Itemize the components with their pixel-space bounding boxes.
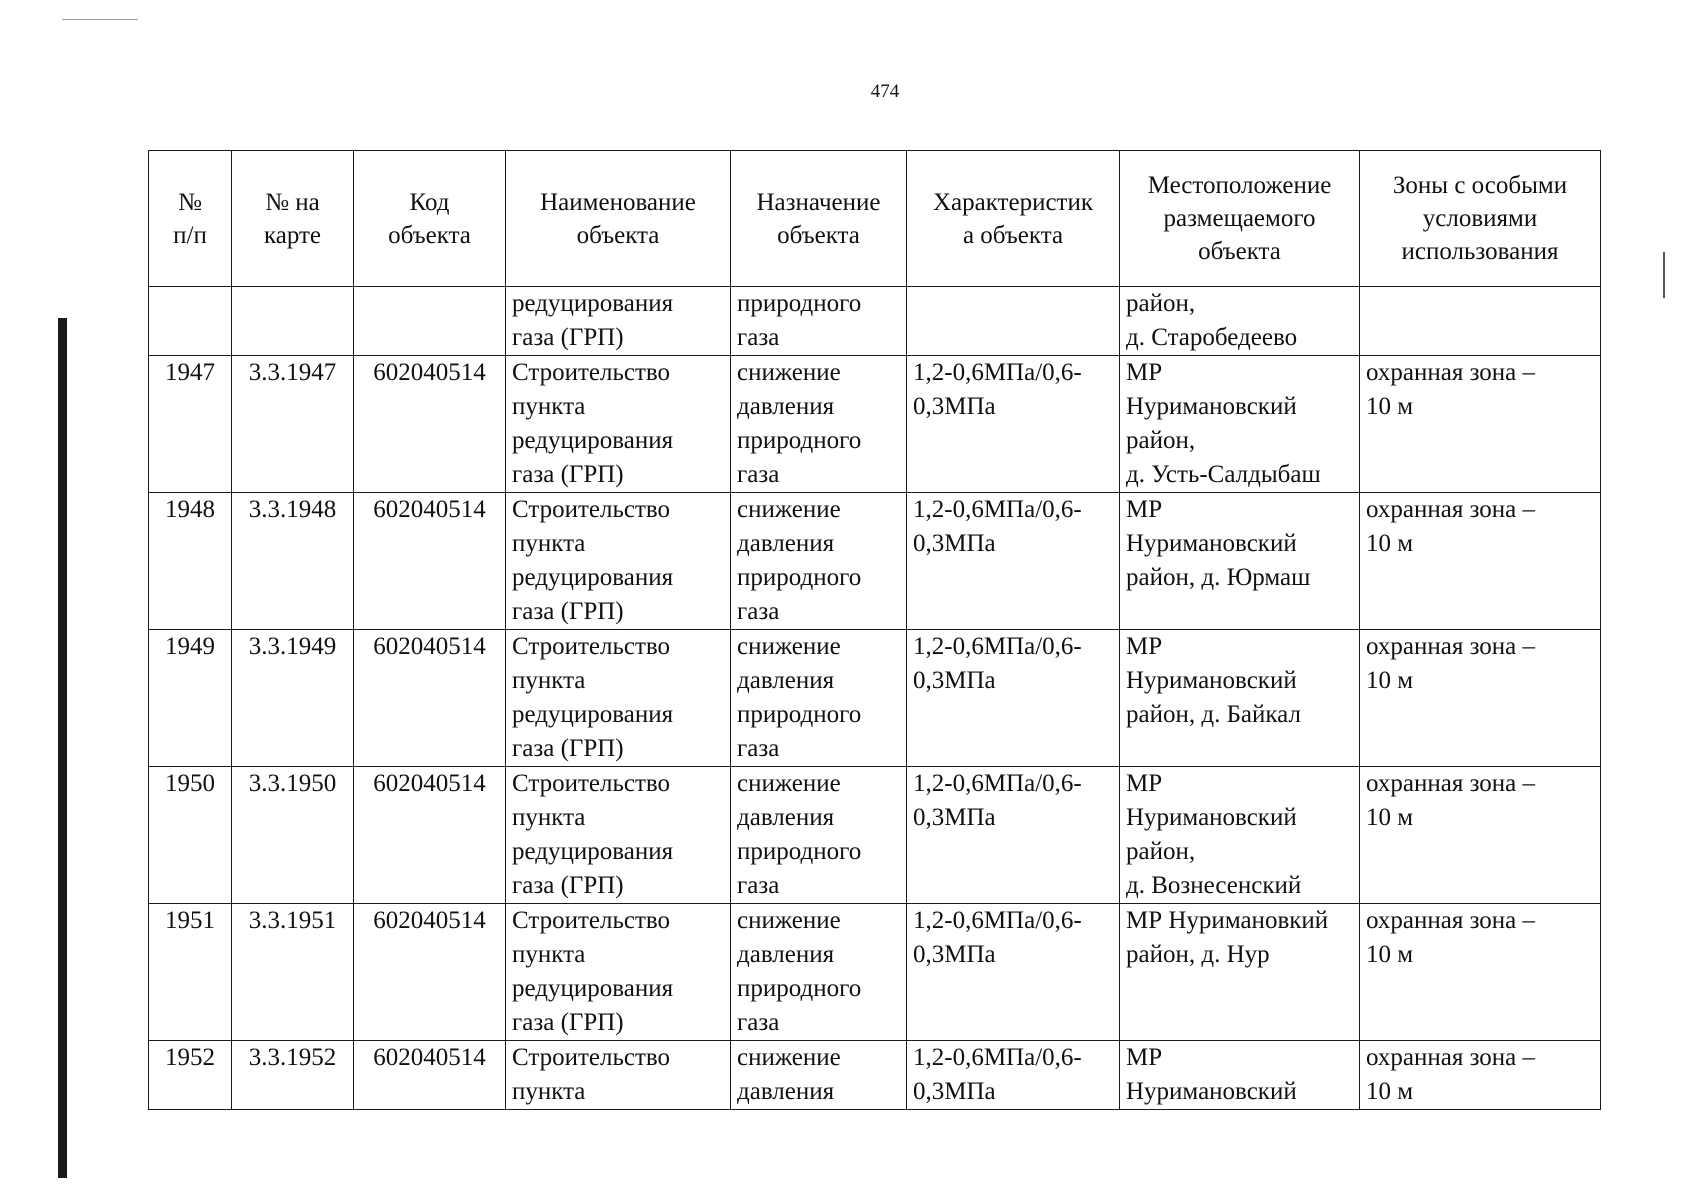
cell-object-code: 602040514 xyxy=(354,767,506,904)
objects-table xyxy=(148,150,1601,1110)
cell-object-purpose: снижение давления природного газа xyxy=(731,904,907,1041)
cell-num: 1952 xyxy=(149,1041,232,1110)
cell-object-location: МР Нуримановкий район, д. Нур xyxy=(1120,904,1360,1041)
cell-object-characteristics xyxy=(907,287,1120,356)
cell-special-zones: охранная зона – 10 м xyxy=(1360,767,1601,904)
cell-object-purpose: снижение давления природного газа xyxy=(731,630,907,767)
header-object-code xyxy=(354,151,506,287)
cell-object-code: 602040514 xyxy=(354,1041,506,1110)
cell-object-code: 602040514 xyxy=(354,356,506,493)
cell-map-number: 3.3.1952 xyxy=(232,1041,354,1110)
cell-object-location: МР Нуримановский xyxy=(1120,1041,1360,1110)
cell-num: 1947 xyxy=(149,356,232,493)
cell-object-code: 602040514 xyxy=(354,493,506,630)
cell-map-number: 3.3.1951 xyxy=(232,904,354,1041)
cell-special-zones: охранная зона – 10 м xyxy=(1360,356,1601,493)
cell-object-characteristics: 1,2-0,6МПа/0,6- 0,3МПа xyxy=(907,1041,1120,1110)
scan-edge-mark xyxy=(1663,252,1665,298)
cell-map-number xyxy=(232,287,354,356)
cell-object-name: Строительство пункта редуцирования газа (ГРП) xyxy=(506,904,731,1041)
cell-num: 1950 xyxy=(149,767,232,904)
cell-object-characteristics: 1,2-0,6МПа/0,6- 0,3МПа xyxy=(907,630,1120,767)
cell-map-number: 3.3.1948 xyxy=(232,493,354,630)
cell-object-purpose: снижение давления природного газа xyxy=(731,356,907,493)
header-num-label: № п/п xyxy=(173,188,207,249)
header-object-name xyxy=(506,151,731,287)
header-object-characteristics-label: Характеристик а объекта xyxy=(932,188,1093,249)
cell-num: 1948 xyxy=(149,493,232,630)
cell-special-zones xyxy=(1360,287,1601,356)
cell-map-number: 3.3.1949 xyxy=(232,630,354,767)
header-object-name-label: Наименование объекта xyxy=(540,188,696,249)
header-special-zones-label: Зоны с особыми условиями использования xyxy=(1392,172,1568,265)
cell-object-characteristics: 1,2-0,6МПа/0,6- 0,3МПа xyxy=(907,493,1120,630)
header-object-code-label: Код объекта xyxy=(388,188,471,249)
top-rule xyxy=(62,19,138,20)
binding-edge-bar xyxy=(58,318,67,1178)
cell-num: 1951 xyxy=(149,904,232,1041)
cell-object-name: Строительство пункта редуцирования газа (ГРП) xyxy=(506,356,731,493)
table-row xyxy=(149,1041,1601,1110)
table-row-continuation xyxy=(149,287,1601,356)
header-special-zones xyxy=(1360,151,1601,287)
table-row xyxy=(149,904,1601,1041)
cell-special-zones: охранная зона – 10 м xyxy=(1360,904,1601,1041)
cell-object-characteristics: 1,2-0,6МПа/0,6- 0,3МПа xyxy=(907,904,1120,1041)
cell-special-zones: охранная зона – 10 м xyxy=(1360,630,1601,767)
table-row xyxy=(149,767,1601,904)
cell-object-characteristics: 1,2-0,6МПа/0,6- 0,3МПа xyxy=(907,356,1120,493)
header-object-characteristics xyxy=(907,151,1120,287)
cell-object-name: Строительство пункта редуцирования газа (ГРП) xyxy=(506,767,731,904)
cell-object-code: 602040514 xyxy=(354,630,506,767)
cell-object-location: МР Нуримановский район, д. Усть-Салдыбаш xyxy=(1120,356,1360,493)
cell-object-location: МР Нуримановский район, д. Вознесенский xyxy=(1120,767,1360,904)
cell-special-zones: охранная зона – 10 м xyxy=(1360,493,1601,630)
cell-special-zones: охранная зона – 10 м xyxy=(1360,1041,1601,1110)
cell-map-number: 3.3.1947 xyxy=(232,356,354,493)
cell-object-purpose: природного газа xyxy=(731,287,907,356)
cell-object-code xyxy=(354,287,506,356)
table-row xyxy=(149,356,1601,493)
cell-object-code: 602040514 xyxy=(354,904,506,1041)
cell-object-name: редуцирования газа (ГРП) xyxy=(506,287,731,356)
cell-object-location: МР Нуримановский район, д. Юрмаш xyxy=(1120,493,1360,630)
page-number: 474 xyxy=(870,81,900,102)
cell-object-location: район, д. Старобедеево xyxy=(1120,287,1360,356)
table-row xyxy=(149,630,1601,767)
cell-object-name: Строительство пункта редуцирования газа (ГРП) xyxy=(506,493,731,630)
cell-object-purpose: снижение давления природного газа xyxy=(731,493,907,630)
header-object-purpose xyxy=(731,151,907,287)
header-map-number xyxy=(232,151,354,287)
cell-object-purpose: снижение давления xyxy=(731,1041,907,1110)
cell-object-purpose: снижение давления природного газа xyxy=(731,767,907,904)
cell-object-characteristics: 1,2-0,6МПа/0,6- 0,3МПа xyxy=(907,767,1120,904)
header-num xyxy=(149,151,232,287)
header-object-location xyxy=(1120,151,1360,287)
header-object-purpose-label: Назначение объекта xyxy=(756,188,881,249)
cell-object-location: МР Нуримановский район, д. Байкал xyxy=(1120,630,1360,767)
table-header-row xyxy=(149,151,1601,287)
header-map-number-label: № на карте xyxy=(263,188,322,249)
cell-num: 1949 xyxy=(149,630,232,767)
cell-num xyxy=(149,287,232,356)
cell-object-name: Строительство пункта редуцирования газа (ГРП) xyxy=(506,630,731,767)
header-object-location-label: Местоположение размещаемого объекта xyxy=(1147,172,1332,265)
table-row xyxy=(149,493,1601,630)
cell-map-number: 3.3.1950 xyxy=(232,767,354,904)
cell-object-name: Строительство пункта xyxy=(506,1041,731,1110)
